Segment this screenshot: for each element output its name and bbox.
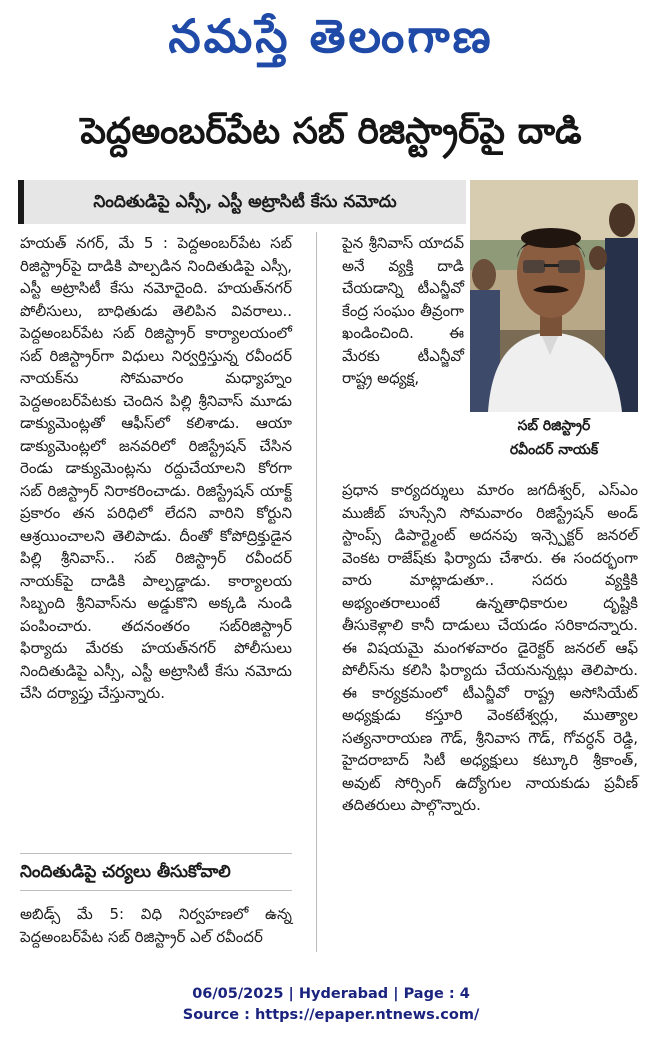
photo-caption bbox=[470, 414, 638, 462]
article-headline: పెద్దఅంబర్‌పేట సబ్ రిజిస్ట్రార్‌పై దాడి bbox=[80, 111, 582, 152]
caption-line-2: రవీందర్ నాయక్ bbox=[509, 442, 599, 458]
footer-source: Source : https://epaper.ntnews.com/ bbox=[182, 1007, 480, 1023]
article-body-column-1b bbox=[20, 903, 292, 948]
article-body-column-2 bbox=[342, 479, 638, 817]
masthead-title: నమస్తే తెలంగాణ bbox=[168, 9, 494, 63]
article-body-column-2-top bbox=[342, 232, 464, 390]
photo-of-sub-registrar bbox=[470, 180, 638, 412]
page-footer bbox=[0, 984, 662, 1026]
subheading-bottom-rule bbox=[20, 890, 292, 891]
column-divider bbox=[316, 232, 317, 952]
subheadline-bar bbox=[18, 180, 466, 224]
body-paragraph: హయత్ నగర్, మే 5 : పెద్దఅంబర్‌పేట సబ్ రిజిస్ట్రార్‌పై దాడికి పాల్పడిన నిందితుడిపై ఎస్సీ, ఎస్టీ అట్రాసిటీ కేసు నమోదైంది. హయత్‌నగర్ పోలీసులు, బాధితుడు తెలిపిన వివరాలు.. పెద్దఅంబర్‌పేట సబ్ రిజిస్ట్రార్ కార్యాలయంలో సబ్ రిజిస్ట్రార్‌గా విధులు నిర్వర్తిస్తున్న రవీందర్ నాయక్‌ను సోమవారం మధ్యాహ్నం పెద్దఅంబర్‌పేటకు చెందిన పిల్లి శ్రీనివాస్ మూడు డాక్యుమెంట్లతో ఆఫీస్‌లో కలిశాడు. ఆయా డాక్యుమెంట్లలో జనవరిలో రిజిస్ట్రేషన్ చేసిన రెండు డాక్యుమెంట్లను రద్దుచేయాలని కోరగా సబ్ రిజిస్ట్రార్ నిరాకరించాడు. రిజిస్ట్రేషన్ యాక్ట్ ప్రకారం తన పరిధిలో లేదని వారిని కోర్టుని ఆశ్రయించాలని తెలిపాడు. దీంతో కోపోద్రిక్తుడైన పిల్లి శ్రీనివాస్.. సబ్ రిజిస్ట్రార్ రవీందర్ నాయక్‌పై దాడికి పాల్పడ్డాడు. కార్యాలయ సిబ్బంది శ్రీనివాస్‌ను అడ్డుకొని అక్కడి నుండి పంపించారు. తదనంతరం సబ్‌రిజిస్ట్రార్ ఫిర్యాదు మేరకు హయత్‌నగర్ పోలీసులు నిందితుడిపై ఎస్సీ, ఎస్టీ అట్రాసిటీ కేసు నమోదు చేసి దర్యాప్తు చేస్తున్నారు. bbox=[20, 234, 292, 702]
article-subheadline: నిందితుడిపై ఎస్సీ, ఎస్టీ అట్రాసిటీ కేసు నమోదు bbox=[93, 192, 397, 212]
article-photo bbox=[470, 180, 638, 412]
secondary-subheading: నిందితుడిపై చర్యలు తీసుకోవాలి bbox=[20, 862, 231, 882]
body-paragraph: ప్రధాన కార్యదర్శులు మారం జగదీశ్వర్, ఎస్ఎం ముజీబ్ హుస్సేని సోమవారం రిజిస్ట్రేషన్ అండ్ స్టాంప్స్ డిపార్ట్మెంట్ అదనపు ఇన్స్పెక్టర్ జనరల్ వెంకట రాజేష్‌కు ఫిర్యాదు చేశారు. ఈ సందర్భంగా వారు మాట్లాడుతూ.. సదరు వ్యక్తికి అభ్యంతరాలుంటే ఉన్నతాధికారుల దృష్టికి తీసుకెళ్లాలి కానీ దాడులు చేయడం సరికాదన్నారు. ఈ విషయమై మంగళవారం డైరెక్టర్ జనరల్ ఆఫ్ పోలీస్‌ను కలిసి ఫిర్యాదు చేయనున్నట్లు తెలిపారు. ఈ కార్యక్రమంలో టీఎన్జీవో రాష్ట్ర అసోసియేట్ అధ్యక్షుడు కస్తూరి వెంకటేశ్వర్లు, ముత్యాల సత్యనారాయణ గౌడ్, శ్రీనివాస గౌడ్, గోవర్ధన్ రెడ్డి, హైదరాబాద్ సిటీ అధ్యక్షులు కట్కూరి శ్రీకాంత్, అవుట్ సోర్సింగ్ ఉద్యోగుల నాయకుడు ప్రవీణ్ తదితరులు పాల్గొన్నారు. bbox=[342, 481, 638, 814]
caption-line-1: సబ్ రిజిస్ట్రార్ bbox=[517, 418, 591, 434]
body-paragraph: అబిడ్స్ మే 5: విధి నిర్వహణలో ఉన్న పెద్దఅంబర్‌పేట సబ్ రిజిస్ట్రార్ ఎల్ రవీందర్ bbox=[20, 905, 292, 946]
body-paragraph: పైన శ్రీనివాస్ యాదవ్ అనే వ్యక్తి దాడి చేయడాన్ని టీఎన్జీవో కేంద్ర సంఘం తీవ్రంగా ఖండించింది. ఈ మేరకు టీఎన్జీవో రాష్ట్ర అధ్యక్ష, bbox=[342, 234, 464, 387]
footer-date-location: 06/05/2025 | Hyderabad | Page : 4 bbox=[192, 986, 470, 1002]
article-body-column-1 bbox=[20, 232, 292, 705]
subheading-top-rule bbox=[20, 853, 292, 854]
